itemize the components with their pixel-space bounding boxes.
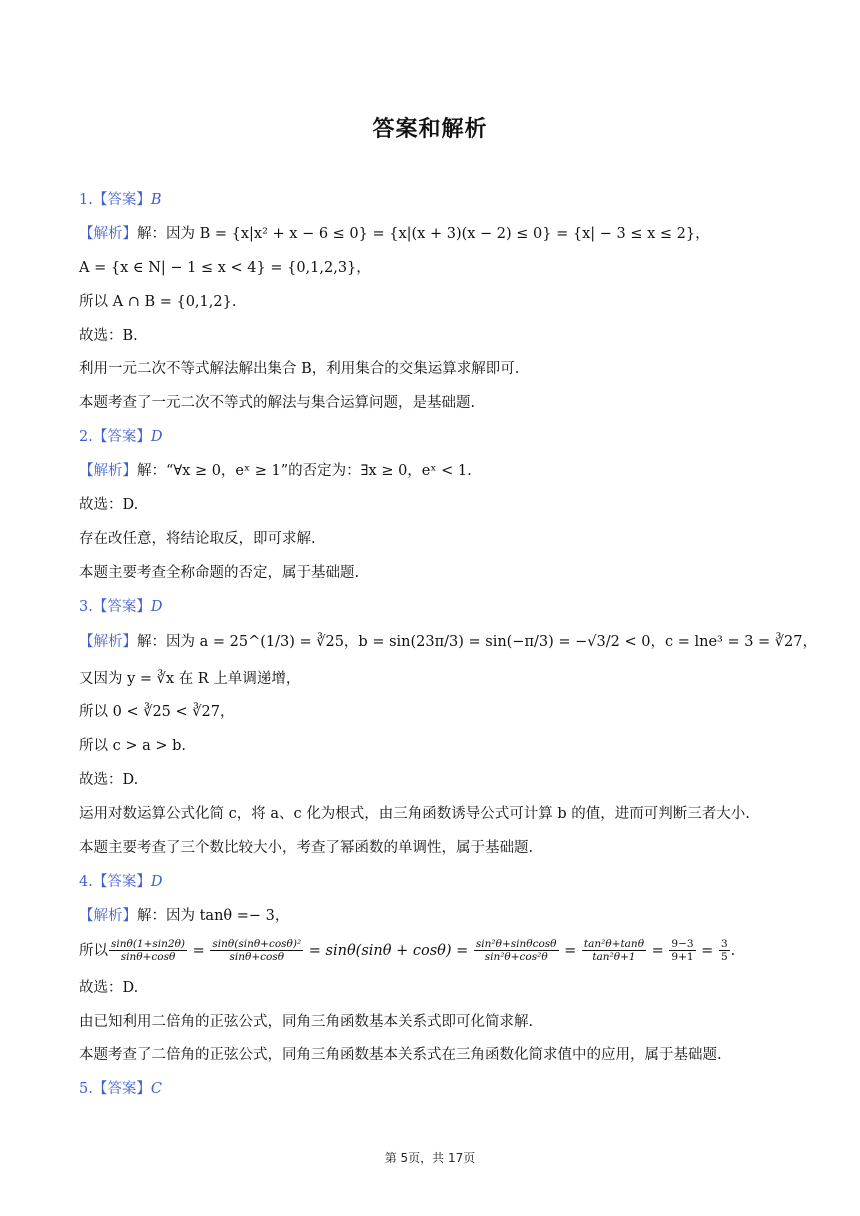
q1-line-2: A = {x ∈ N| − 1 ≤ x < 4} = {0,1,2,3}， xyxy=(79,259,371,276)
q4-analysis-line xyxy=(79,902,779,936)
q4-analysis-tag: 【解析】 xyxy=(79,907,137,924)
q3-analysis-line xyxy=(79,627,817,665)
q4-answer: D xyxy=(150,873,163,890)
q5-answer-line xyxy=(79,1075,779,1109)
q4-fraction-6-den: 5 xyxy=(720,951,728,964)
q4-fraction-2-den: sinθ+cosθ xyxy=(229,951,285,964)
q3-analysis-tag: 【解析】 xyxy=(79,633,137,650)
q3-line-3: 所以 0 < ∛25 < ∛27， xyxy=(79,704,235,721)
q2-line-2: 故选：D. xyxy=(79,497,139,514)
q2-answer-tag: 【答案】 xyxy=(92,429,151,446)
q4-fraction-3 xyxy=(474,938,559,963)
q4-line-4: 由已知利用二倍角的正弦公式，同角三角函数基本关系式即可化简求解. xyxy=(79,1013,534,1030)
q4-fraction-1 xyxy=(109,938,187,963)
q4-answer-line xyxy=(79,868,779,902)
q3-line-4: 所以 c > a > b. xyxy=(79,738,187,755)
q1-number: 1. xyxy=(79,192,93,208)
q2-line-3: 存在改任意，将结论取反，即可求解. xyxy=(79,530,316,547)
q5-answer: C xyxy=(150,1081,162,1098)
q4-fraction-3-den: sin²θ+cos²θ xyxy=(484,951,548,964)
q5-number: 5. xyxy=(79,1081,93,1098)
q3-answer: D xyxy=(150,598,163,615)
q2-number: 2. xyxy=(79,429,93,446)
q1-analysis-text: 解：因为 B = {x|x² + x − 6 ≤ 0} = {x|(x + 3)(x − 2) ≤ 0} = {x| − 3 ≤ x ≤ 2}， xyxy=(137,225,710,242)
q4-fraction-1-num: sinθ(1+sin2θ) xyxy=(111,938,186,951)
q4-fraction-6 xyxy=(719,938,730,963)
q4-line-5: 本题考查了二倍角的正弦公式，同角三角函数基本关系式在三角函数化简求值中的应用，属于基础题. xyxy=(79,1047,722,1064)
q3-answer-line xyxy=(79,593,779,627)
q1-analysis-line xyxy=(79,220,779,254)
q4-equation-line: 所以 $\frac{\sin\theta(1+\sin 2\theta)}{\sin\theta+\cos\theta}$ = $\frac{\text{sinθ(sinθ+cosθ)²}}{\sin\theta+\cos\theta}$ = sinθ(sinθ + cosθ) = $\frac{\text{sin²θ+sinθcosθ}}{\text{sin²θ+cos²θ}}$ = $\frac{\text{tan²θ+tanθ}}{\text{tan²θ+1}}$ = $\frac{9-3}{9+1}$ = $\frac{3}{5}$ . xyxy=(79,938,736,964)
q4-fraction-5-num: 9−3 xyxy=(671,938,694,951)
q2-answer-line xyxy=(79,423,779,457)
page-title: 答案和解析 xyxy=(372,117,488,142)
q4-fraction-2 xyxy=(210,938,303,963)
q1-line-4: 故选：B. xyxy=(79,327,138,344)
q4-fraction-5 xyxy=(669,938,695,963)
q4-fraction-2-num: sinθ(sinθ+cosθ)² xyxy=(212,938,302,951)
q3-line-5: 故选：D. xyxy=(79,772,139,789)
q1-line-6: 本题考查了一元二次不等式的解法与集合运算问题，是基础题. xyxy=(79,395,476,412)
q4-fraction-6-num: 3 xyxy=(720,938,728,951)
q4-fraction-3-num: sin²θ+sinθcosθ xyxy=(475,938,557,951)
q4-equation-prefix: 所以 xyxy=(79,942,108,959)
q4-number: 4. xyxy=(79,873,93,890)
page-footer: 第 5页，共 17页 xyxy=(384,1151,476,1165)
q3-line-2: 又因为 y = ∛x 在 R 上单调递增， xyxy=(79,670,301,687)
q4-equation-mid: = sinθ(sinθ + cosθ) = xyxy=(308,942,469,959)
q4-line-3: 故选：D. xyxy=(79,979,139,996)
q4-fraction-5-den: 9+1 xyxy=(671,951,694,964)
q3-number: 3. xyxy=(79,598,93,615)
q5-answer-tag: 【答案】 xyxy=(92,1081,151,1098)
q1-answer: B xyxy=(150,192,162,208)
q2-analysis-tag: 【解析】 xyxy=(79,463,137,480)
q1-line-5: 利用一元二次不等式解法解出集合 B，利用集合的交集运算求解即可. xyxy=(79,361,520,378)
q1-answer-tag: 【答案】 xyxy=(92,192,151,208)
q4-fraction-4-num: tan²θ+tanθ xyxy=(583,938,645,951)
answer-content xyxy=(79,186,817,1109)
q3-line-6: 运用对数运算公式化简 c，将 a、c 化为根式，由三角函数诱导公式可计算 b 的值，进而可判断三者大小. xyxy=(79,806,750,823)
q1-line-3: 所以 A ∩ B = {0,1,2}. xyxy=(79,293,237,310)
q2-analysis-text: 解：“∀x ≥ 0，eˣ ≥ 1”的否定为：∃x ≥ 0，eˣ < 1. xyxy=(137,463,472,480)
q1-answer-line xyxy=(79,186,779,220)
q2-line-4: 本题主要考查全称命题的否定，属于基础题. xyxy=(79,564,360,581)
q1-analysis-tag: 【解析】 xyxy=(79,225,137,242)
q4-analysis-text: 解：因为 tanθ =− 3， xyxy=(137,907,290,924)
q2-analysis-line xyxy=(79,457,779,491)
q3-analysis-text: 解：因为 a = 25^(1/3) = ∛25，b = sin(23π/3) = sin(−π/3) = −√3/2 < 0，c = lne³ = 3 = ∛27， xyxy=(137,633,817,650)
q4-fraction-4 xyxy=(582,938,646,963)
q3-answer-tag: 【答案】 xyxy=(92,598,151,615)
q2-answer: D xyxy=(150,429,163,446)
q4-fraction-1-den: sinθ+cosθ xyxy=(120,951,176,964)
q3-line-7: 本题主要考查了三个数比较大小，考查了幂函数的单调性，属于基础题. xyxy=(79,840,534,857)
q4-fraction-4-den: tan²θ+1 xyxy=(592,951,636,964)
q4-answer-tag: 【答案】 xyxy=(92,873,151,890)
